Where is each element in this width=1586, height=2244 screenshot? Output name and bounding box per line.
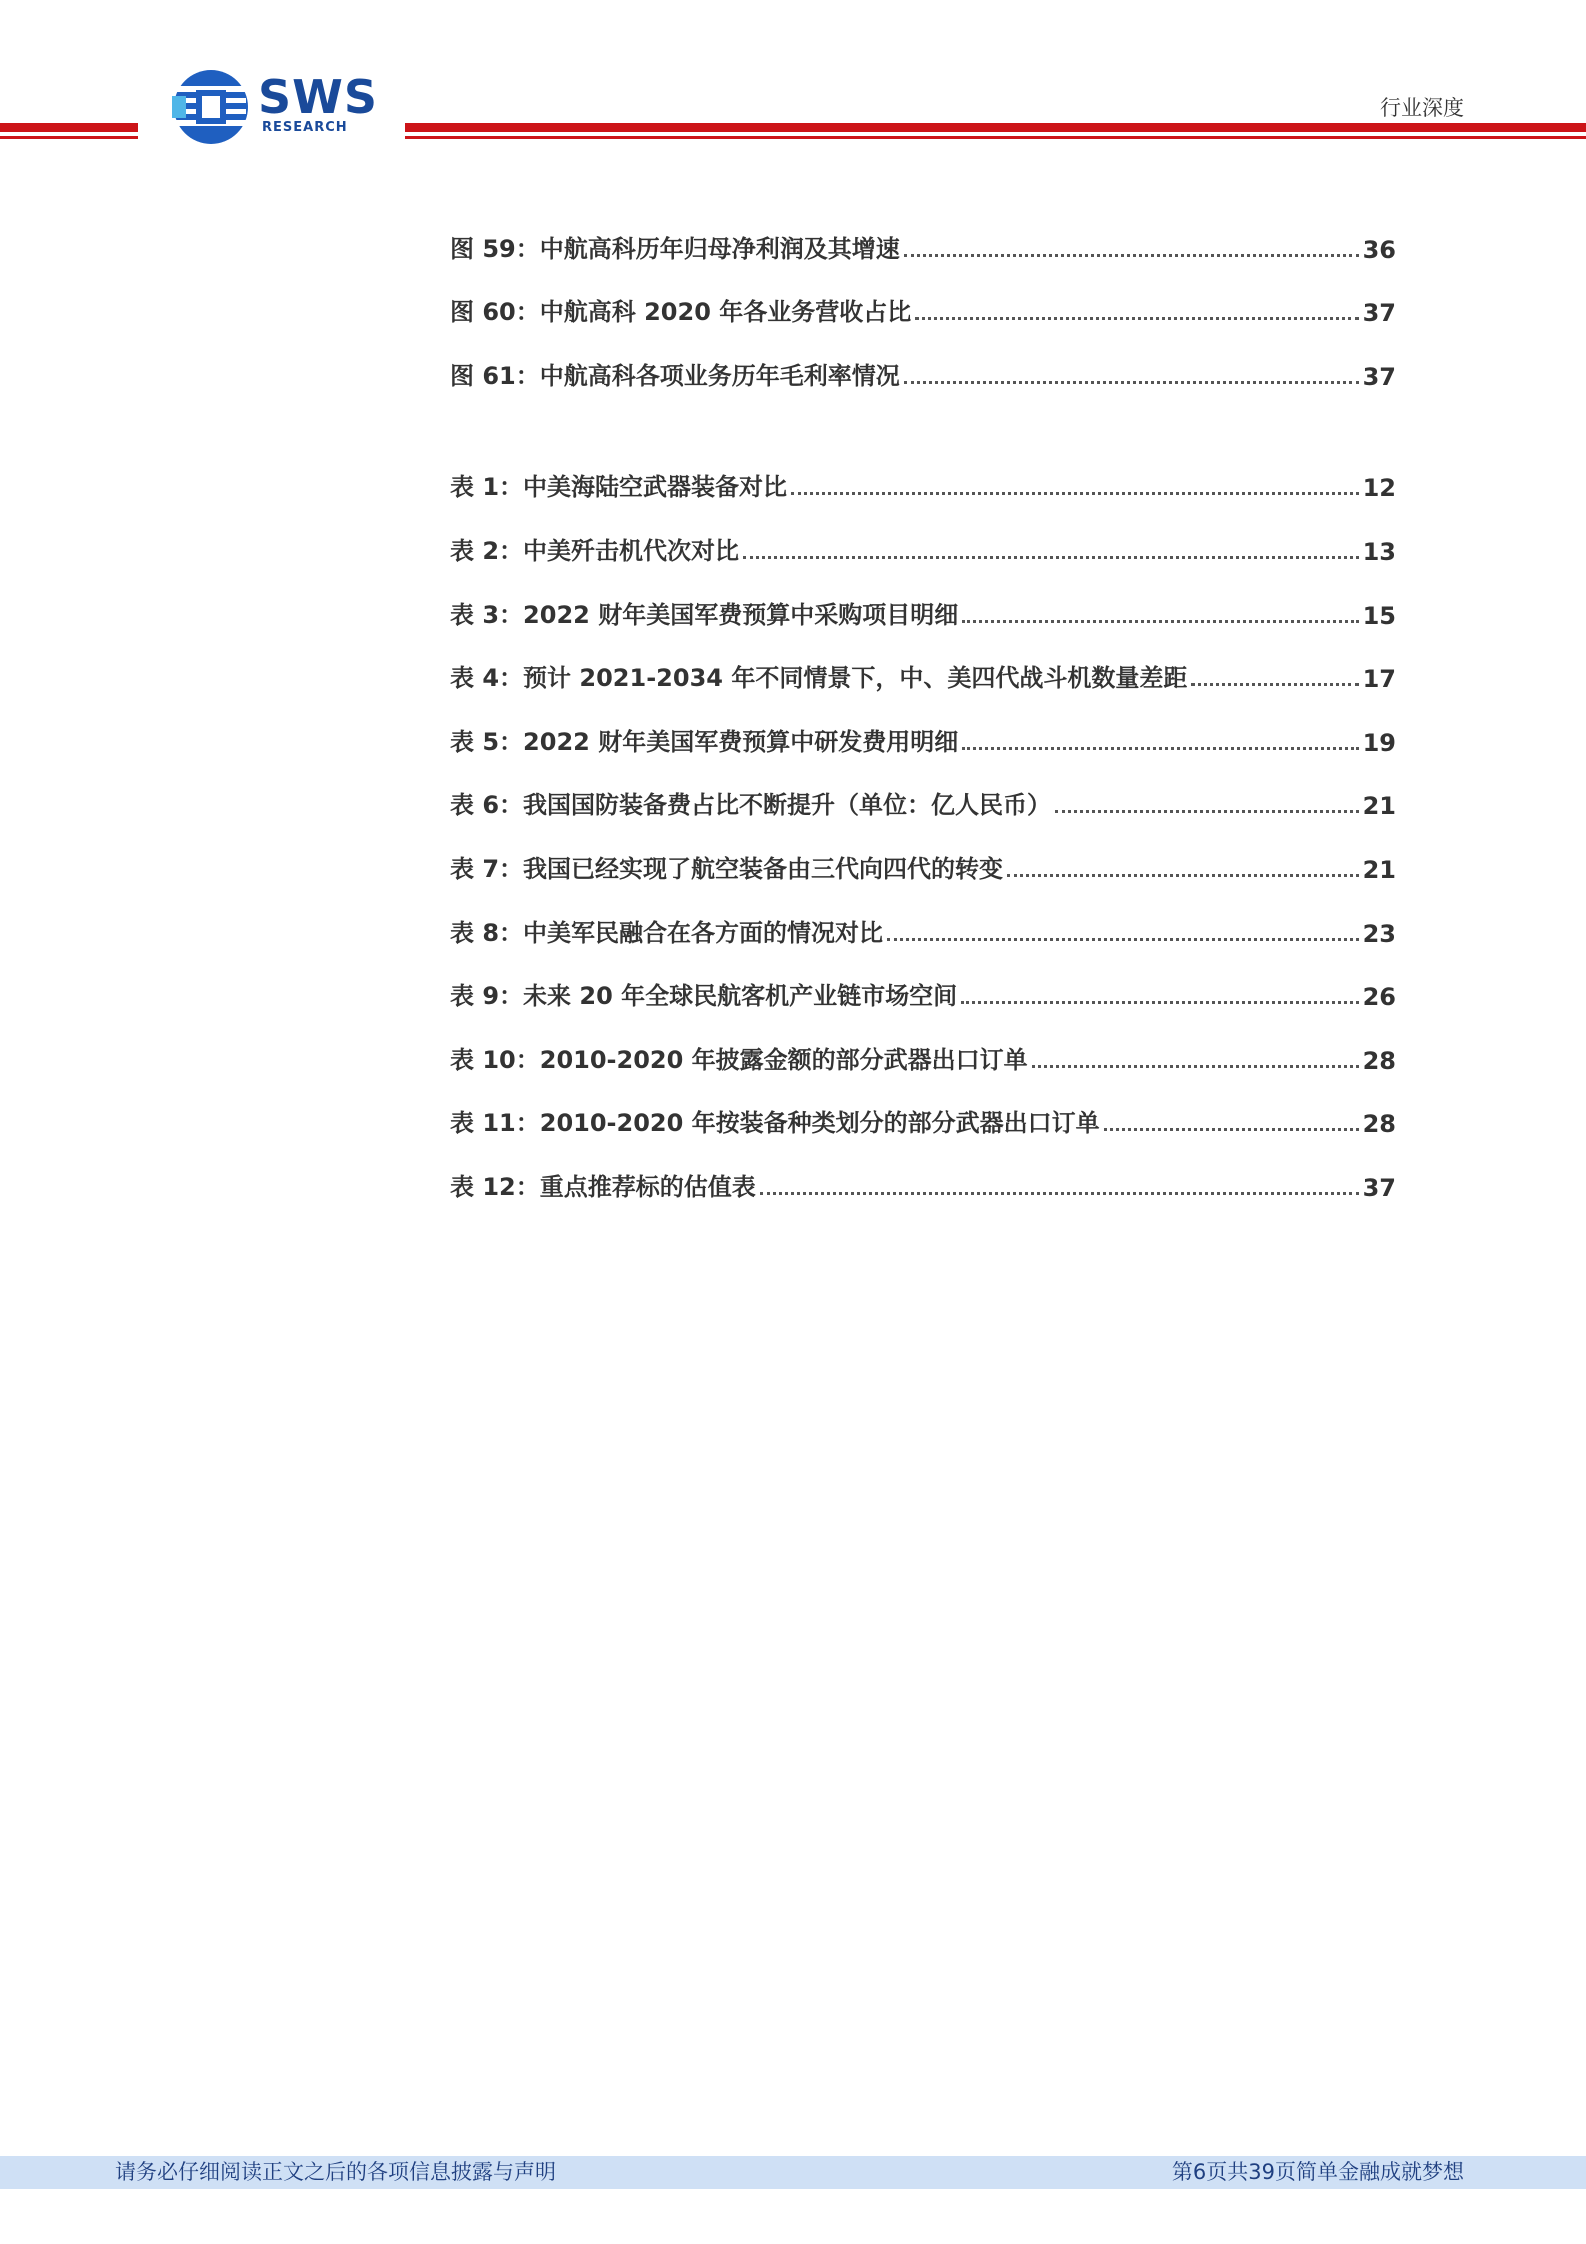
toc-entry-label: 表 2：中美歼击机代次对比 [450, 536, 740, 565]
toc-entry-table-4[interactable] [450, 630, 1396, 694]
dot-leader [1191, 683, 1358, 686]
toc-entry-label: 表 12：重点推荐标的估值表 [450, 1172, 756, 1201]
toc-entry-figure-61[interactable] [450, 327, 1396, 391]
toc-entry-figure-59[interactable] [450, 200, 1396, 264]
toc-entry-page: 21 [1362, 855, 1396, 884]
dot-leader [915, 317, 1358, 320]
toc-entry-label: 图 60：中航高科 2020 年各业务营收占比 [450, 298, 912, 327]
toc-entry-page: 37 [1362, 1173, 1396, 1202]
toc-entry-page: 12 [1362, 474, 1396, 503]
footer-disclaimer: 请务必仔细阅读正文之后的各项信息披露与声明 [115, 2160, 556, 2184]
sws-logo [172, 68, 378, 148]
toc-entry-page: 21 [1362, 792, 1396, 821]
toc-entry-label: 表 4：预计 2021-2034 年不同情景下，中、美四代战斗机数量差距 [450, 664, 1188, 693]
toc-entry-label: 表 6：我国国防装备费占比不断提升（单位：亿人民币） [450, 791, 1052, 820]
dot-leader [791, 492, 1359, 495]
toc-entry-table-7[interactable] [450, 820, 1396, 884]
toc-entry-figure-60[interactable] [450, 264, 1396, 328]
toc-entry-page: 28 [1362, 1046, 1396, 1075]
header-rule-left [0, 123, 138, 139]
toc-entry-table-3[interactable] [450, 566, 1396, 630]
header-rule-right [405, 123, 1586, 139]
toc-entry-table-2[interactable] [450, 502, 1396, 566]
dot-leader [962, 747, 1358, 750]
toc-entry-table-5[interactable] [450, 693, 1396, 757]
section-spacer [450, 391, 1396, 439]
toc-entry-label: 表 11：2010-2020 年按装备种类划分的部分武器出口订单 [450, 1109, 1100, 1138]
toc-entry-label: 表 1：中美海陆空武器装备对比 [450, 473, 788, 502]
toc-entry-table-11[interactable] [450, 1075, 1396, 1139]
toc-entry-page: 15 [1362, 601, 1396, 630]
dot-leader [887, 938, 1359, 941]
toc-entry-label: 表 5：2022 财年美国军费预算中研发费用明细 [450, 727, 959, 756]
dot-leader [1104, 1128, 1359, 1131]
toc-entry-table-12[interactable] [450, 1138, 1396, 1202]
toc-entry-label: 图 59：中航高科历年归母净利润及其增速 [450, 234, 900, 263]
toc-entry-label: 表 8：中美军民融合在各方面的情况对比 [450, 918, 884, 947]
toc-entry-page: 37 [1362, 362, 1396, 391]
dot-leader [743, 556, 1359, 559]
dot-leader [904, 254, 1359, 257]
toc-entry-page: 13 [1362, 537, 1396, 566]
toc-entry-label: 表 10：2010-2020 年披露金额的部分武器出口订单 [450, 1045, 1028, 1074]
toc-entry-page: 17 [1362, 665, 1396, 694]
page-footer [0, 2156, 1586, 2189]
dot-leader [1055, 810, 1359, 813]
toc-entry-label: 表 9：未来 20 年全球民航客机产业链市场空间 [450, 982, 958, 1011]
table-of-contents [450, 200, 1396, 1202]
logo-wordmark: SWS [258, 70, 378, 124]
toc-entry-table-1[interactable] [450, 439, 1396, 503]
logo-subtitle: RESEARCH [262, 120, 348, 135]
dot-leader [962, 620, 1358, 623]
toc-entry-page: 37 [1362, 299, 1396, 328]
dot-leader [1007, 874, 1359, 877]
toc-entry-page: 36 [1362, 235, 1396, 264]
dot-leader [760, 1192, 1359, 1195]
toc-entry-label: 表 3：2022 财年美国军费预算中采购项目明细 [450, 600, 959, 629]
toc-entry-page: 19 [1362, 728, 1396, 757]
toc-entry-table-10[interactable] [450, 1011, 1396, 1075]
toc-entry-table-6[interactable] [450, 757, 1396, 821]
toc-entry-page: 23 [1362, 919, 1396, 948]
dot-leader [961, 1001, 1358, 1004]
footer-page-info: 第6页共39页简单金融成就梦想 [1171, 2160, 1464, 2184]
dot-leader [904, 381, 1359, 384]
toc-entry-table-8[interactable] [450, 884, 1396, 948]
sws-logo-icon [172, 68, 250, 146]
toc-entry-table-9[interactable] [450, 948, 1396, 1012]
toc-entry-label: 图 61：中航高科各项业务历年毛利率情况 [450, 361, 900, 390]
dot-leader [1032, 1065, 1359, 1068]
report-category: 行业深度 [1380, 96, 1464, 120]
toc-entry-page: 28 [1362, 1110, 1396, 1139]
toc-entry-label: 表 7：我国已经实现了航空装备由三代向四代的转变 [450, 854, 1004, 883]
toc-entry-page: 26 [1362, 983, 1396, 1012]
